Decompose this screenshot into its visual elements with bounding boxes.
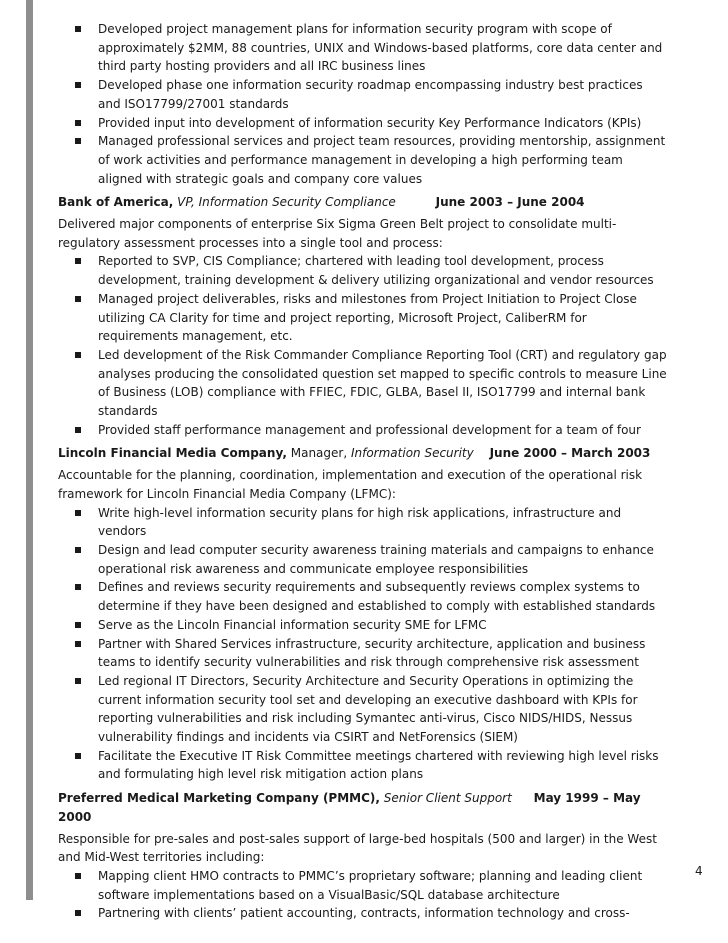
- square-bullet-icon: [75, 678, 81, 684]
- list-item: Defines and reviews security requirements and subsequently reviews complex systems to determine if they have been designed and established to comply with established standards: [58, 578, 668, 615]
- job-header: [58, 789, 668, 826]
- job-entry-bank-of-america: [58, 193, 668, 439]
- square-bullet-icon: [75, 510, 81, 516]
- resume-page-content: [58, 20, 668, 923]
- job-bullet-list: [58, 252, 668, 439]
- square-bullet-icon: [75, 138, 81, 144]
- list-item: Provided input into development of information security Key Performance Indicators (KPIs): [58, 114, 668, 133]
- square-bullet-icon: [75, 258, 81, 264]
- square-bullet-icon: [75, 547, 81, 553]
- list-item: Developed project management plans for information security program with scope of approximately $2MM, 88 countries, UNIX and Windows-based platforms, core data center and third party hosting providers and all IRC business lines: [58, 20, 668, 76]
- job-title-prefix: Manager,: [290, 446, 351, 461]
- list-item: Serve as the Lincoln Financial information security SME for LFMC: [58, 616, 668, 635]
- square-bullet-icon: [75, 427, 81, 433]
- square-bullet-icon: [75, 622, 81, 628]
- list-item: Managed project deliverables, risks and milestones from Project Initiation to Project Close utilizing CA Clarity for time and project reporting, Microsoft Project, CaliberRM for requirements management, etc.: [58, 290, 668, 346]
- company-name: Lincoln Financial Media Company,: [58, 446, 287, 461]
- list-item: Write high-level information security plans for high risk applications, infrastructure and vendors: [58, 504, 668, 541]
- job-header: [58, 193, 668, 212]
- list-item: Facilitate the Executive IT Risk Committee meetings chartered with reviewing high level risks and formulating high level risk mitigation action plans: [58, 747, 668, 784]
- list-item: Led development of the Risk Commander Compliance Reporting Tool (CRT) and regulatory gap analyses producing the consolidated question set mapped to specific controls to measure Line of Business (LOB) compliance with FFIEC, FDIC, GLBA, Basel II, ISO17799 and internal bank standards: [58, 346, 668, 421]
- list-item: Partnering with clients’ patient accounting, contracts, information technology and cross-: [58, 904, 668, 923]
- job-title: Information Security: [350, 446, 474, 461]
- job-dates: June 2000 – March 2003: [489, 446, 651, 461]
- job-dates: June 2003 – June 2004: [435, 195, 585, 210]
- top-bullet-list: [58, 20, 668, 188]
- company-name: Bank of America,: [58, 195, 174, 210]
- job-entry-lincoln-financial: [58, 444, 668, 784]
- list-item: Provided staff performance management and professional development for a team of four: [58, 421, 668, 440]
- list-item: Partner with Shared Services infrastructure, security architecture, application and business teams to identify security vulnerabilities and risk through comprehensive risk assessment: [58, 635, 668, 672]
- list-item: Mapping client HMO contracts to PMMC’s proprietary software; planning and leading client software implementations based on a VisualBasic/SQL database architecture: [58, 867, 668, 904]
- list-item: Led regional IT Directors, Security Architecture and Security Operations in optimizing the current information security tool set and developing an executive dashboard with KPIs for reporting vulnerabilities and risk including Symantec anti-virus, Cisco NIDS/HIDS, Nessus vulnerability findings and incidents via CSIRT and NetForensics (SIEM): [58, 672, 668, 747]
- square-bullet-icon: [75, 82, 81, 88]
- job-summary: Responsible for pre-sales and post-sales support of large-bed hospitals (500 and larger) in the West and Mid-West territories including:: [58, 831, 657, 865]
- square-bullet-icon: [75, 584, 81, 590]
- list-item: Design and lead computer security awareness training materials and campaigns to enhance operational risk awareness and communicate employee responsibilities: [58, 541, 668, 578]
- square-bullet-icon: [75, 120, 81, 126]
- job-summary: Delivered major components of enterprise Six Sigma Green Belt project to consolidate multi-regulatory assessment processes into a single tool and process:: [58, 217, 617, 250]
- job-title: Senior Client Support: [383, 791, 512, 806]
- square-bullet-icon: [75, 352, 81, 358]
- square-bullet-icon: [75, 753, 81, 759]
- job-bullet-list: [58, 867, 668, 923]
- job-title: VP, Information Security Compliance: [177, 195, 396, 210]
- job-dates: May 1999 – May 2000: [58, 791, 641, 824]
- square-bullet-icon: [75, 641, 81, 647]
- square-bullet-icon: [75, 296, 81, 302]
- page-number: 4: [695, 864, 703, 878]
- list-item: Reported to SVP, CIS Compliance; chartered with leading tool development, process development, training development & delivery utilizing organizational and vendor resources: [58, 252, 668, 289]
- job-bullet-list: [58, 504, 668, 785]
- list-item: Managed professional services and project team resources, providing mentorship, assignment of work activities and performance management in developing a high performing team aligned with strategic goals and company core values: [58, 132, 668, 188]
- square-bullet-icon: [75, 26, 81, 32]
- job-header: [58, 444, 668, 463]
- square-bullet-icon: [75, 910, 81, 916]
- job-entry-pmmc: [58, 789, 668, 923]
- left-margin-rule: [26, 0, 33, 900]
- list-item: Developed phase one information security roadmap encompassing industry best practices and ISO17799/27001 standards: [58, 76, 668, 113]
- company-name: Preferred Medical Marketing Company (PMMC),: [58, 791, 380, 806]
- square-bullet-icon: [75, 873, 81, 879]
- job-summary: Accountable for the planning, coordination, implementation and execution of the operational risk framework for Lincoln Financial Media Company (LFMC):: [58, 468, 643, 501]
